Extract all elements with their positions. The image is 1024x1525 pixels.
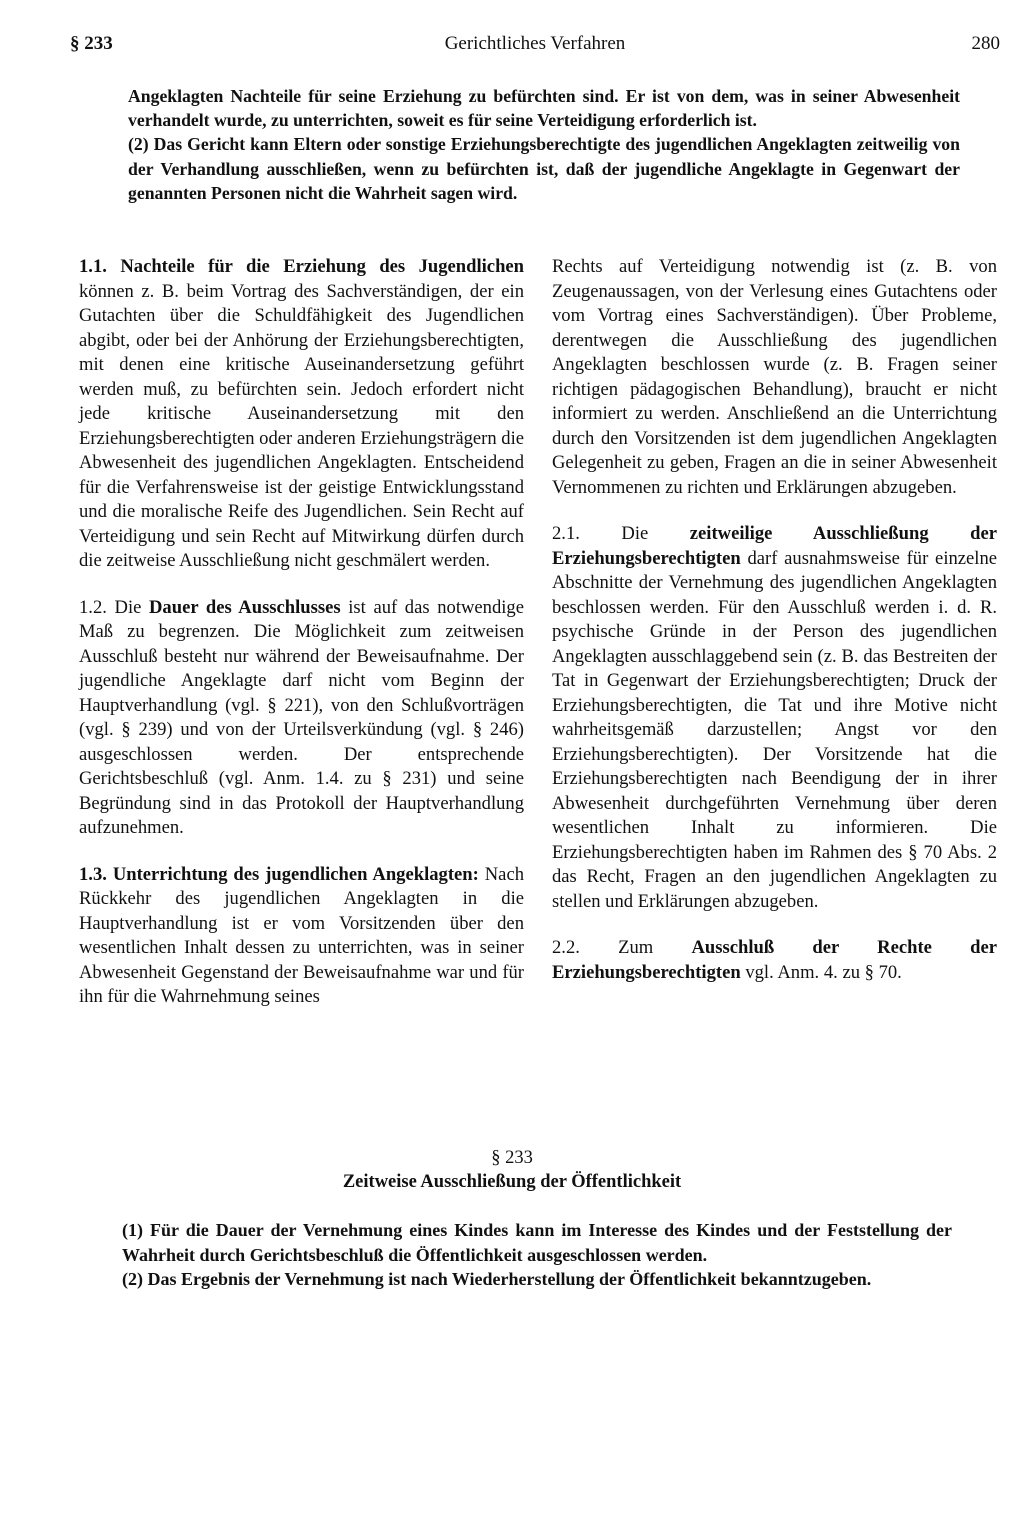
note-1-2-text: ist auf das notwendige Maß zu begrenzen. Die Möglichkeit zum zeitweisen Ausschluß besteht nur während der Beweisaufnahme. Der jugendliche Angeklagte darf nicht vom Beginn der Hauptverhandlung (vgl. § 221), von den Schlußvorträgen (vgl. § 239) und von der Urteilsverkündung (vgl. § 246) ausgeschlossen werden. Der entsprechende Gerichtsbeschluß (vgl. Anm. 1.4. zu § 231) und seine Begründung sind in das Protokoll der Hauptverhandlung aufzunehmen. <box>79 596 524 838</box>
note-1-3 <box>79 863 524 1010</box>
note-1-1-heading: 1.1. Nachteile für die Erziehung des Jugendlichen <box>79 256 524 277</box>
page-number: 280 <box>971 33 1000 54</box>
section-233-heading <box>0 1146 1024 1194</box>
section-233-paragraph-2: (2) Das Ergebnis der Vernehmung ist nach Wiederherstellung der Öffentlichkeit bekanntzugeben. <box>122 1269 872 1289</box>
header-section: § 233 <box>70 33 113 54</box>
section-233-number: § 233 <box>491 1148 533 1168</box>
note-2-1-bold: zeitweilige Ausschließung der Erziehungsberechtigten <box>552 523 997 569</box>
note-2-1-lead: 2.1. Die <box>552 523 690 544</box>
header-title: Gerichtliches Verfahren <box>444 33 626 54</box>
note-1-1 <box>79 255 524 574</box>
note-2-2-lead: 2.2. Zum <box>552 937 692 958</box>
note-2-2-bold: Ausschluß der Rechte der Erziehungsberechtigten <box>552 937 997 983</box>
note-1-3-text: Nach Rückkehr des jugendlichen Angeklagten in die Hauptverhandlung ist er vom Vorsitzenden über den wesentlichen Inhalt dessen zu unterrichten, was in seiner Abwesenheit Gegenstand der Beweisaufnahme war und für ihn für die Wahrnehmung seines <box>79 863 524 1007</box>
running-header <box>70 33 1000 59</box>
note-2-1-text: darf ausnahmsweise für einzelne Abschnitte der Vernehmung des jugendlichen Angeklagten beschlossen werden. Für den Ausschluß werden i. d. R. psychische Gründe in der Person des jugendlichen Angeklagten ausschlaggebend sein (z. B. das Bestreiten der Tat in Gegenwart der Erziehungsberechtigten; Druck der Erziehungsberechtigten, die Tat und ihre Motive nicht wahrheitsgemäß darzustellen; Angst vor den Erziehungsberechtigten). Der Vorsitzende hat die Erziehungsberechtigten nach Beendigung der in ihrer Abwesenheit durchgeführten Vernehmung über deren wesentlichen Inhalt zu informieren. Die Erziehungsberechtigten haben im Rahmen des § 70 Abs. 2 das Recht, Fragen an den jugendlichen Angeklagten zu stellen und Erklärungen abzugeben. <box>552 547 997 912</box>
law-paragraph-2: (2) Das Gericht kann Eltern oder sonstige Erziehungsberechtigte des jugendlichen Angeklagten zeitweilig von der Verhandlung ausschließen, wenn zu befürchten ist, daß der jugendliche Angeklagte in Gegenwart der genannten Personen nicht die Wahrheit sagen wird. <box>128 134 960 203</box>
commentary-left-column <box>79 255 524 1032</box>
section-233-paragraph-1: (1) Für die Dauer der Vernehmung eines Kindes kann im Interesse des Kindes und der Feststellung der Wahrheit durch Gerichtsbeschluß die Öffentlichkeit ausgeschlossen werden. <box>122 1220 952 1265</box>
note-1-2-bold: Dauer des Ausschlusses <box>149 596 341 618</box>
note-2-1 <box>552 522 997 914</box>
note-1-3-heading: 1.3. Unterrichtung des jugendlichen Angeklagten: <box>79 863 479 885</box>
note-1-1-text: können z. B. beim Vortrag des Sachverständigen, der ein Gutachten über die Schuldfähigkeit des Jugendlichen abgibt, oder bei der Anhörung der Erziehungsberechtigten, mit denen eine kritische Auseinandersetzung geführt werden muß, zu befürchten sein. Jedoch erfordert nicht jede kritische Auseinandersetzung mit den Erziehungsberechtigten oder anderen Erziehungsträgern die Abwesenheit des jugendlichen Angeklagten. Entscheidend für die Verfahrensweise ist der geistige Entwicklungsstand und die moralische Reife des Jugendlichen. Sein Recht auf Verteidigung und sein Recht auf Mitwirkung dürfen durch die zeitweise Ausschließung nicht geschmälert werden. <box>79 280 525 571</box>
law-paragraph-1-end: Angeklagten Nachteile für seine Erziehung zu befürchten sind. Er ist von dem, was in seiner Abwesenheit verhandelt wurde, zu unterrichten, soweit es für seine Verteidigung erforderlich ist. <box>128 86 960 131</box>
note-1-2-lead: 1.2. Die <box>79 596 149 618</box>
note-2-2 <box>552 936 997 985</box>
note-1-2 <box>79 596 524 841</box>
note-2-2-text: vgl. Anm. 4. zu § 70. <box>740 961 902 983</box>
law-text-continuation <box>128 84 960 205</box>
section-233-text <box>122 1218 952 1292</box>
note-1-3-continued: Rechts auf Verteidigung notwendig ist (z. B. von Zeugenaussagen, von der Verlesung eines Gutachtens oder vom Vortrag eines Sachverständigen). Über Probleme, derentwegen die Ausschließung des jugendlichen Angeklagten beschlossen wurde (z. B. Fragen seiner richtigen pädagogischen Behandlung), braucht er nicht informiert zu werden. Anschließend an die Unterrichtung durch den Vorsitzenden ist dem jugendlichen Angeklagten Gelegenheit zu geben, Fragen an die in seiner Abwesenheit Vernommenen zu richten und Erklärungen abzugeben. <box>552 256 997 498</box>
section-233-title: Zeitweise Ausschließung der Öffentlichkeit <box>342 1172 682 1192</box>
commentary-right-column <box>552 255 997 1007</box>
